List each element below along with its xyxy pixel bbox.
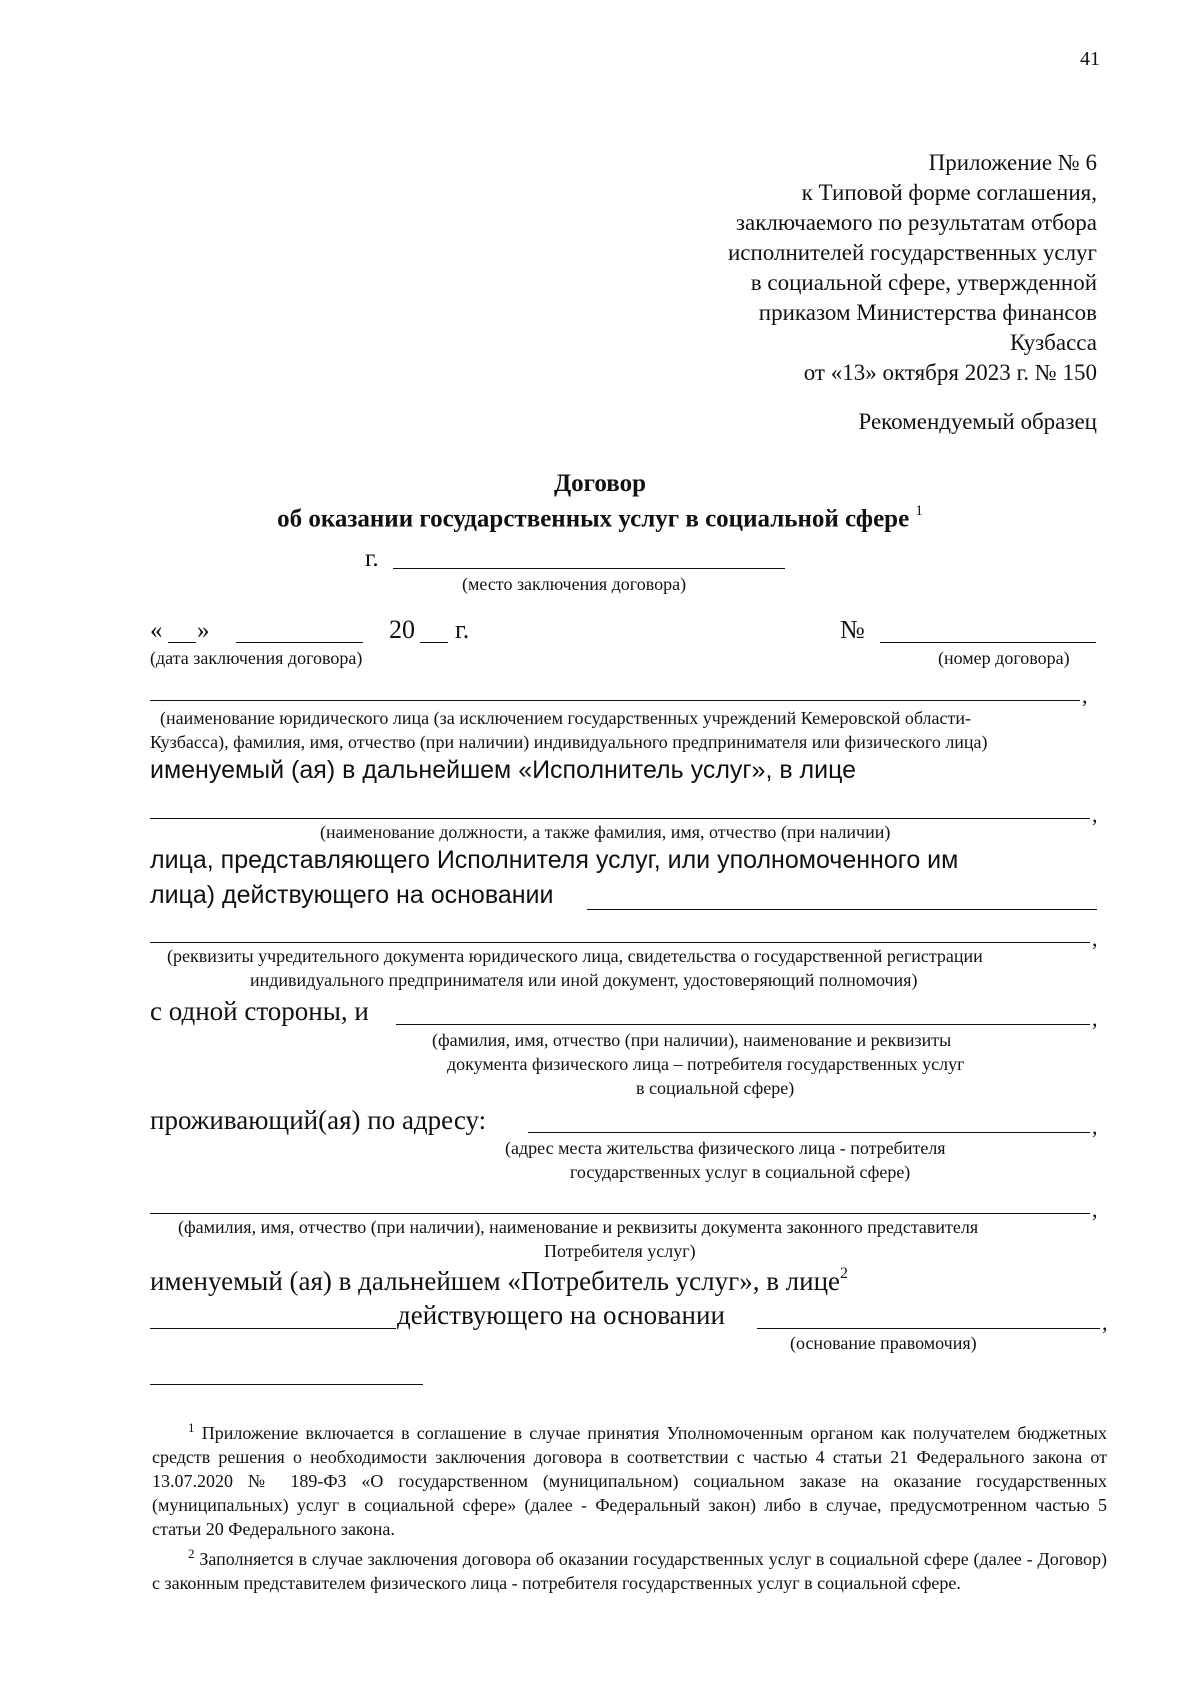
day-field[interactable] (168, 618, 196, 643)
performer-caption: (наименование юридического лица (за исключением государственных учреждений Кемеровской области- (160, 708, 971, 728)
performer-named-text: именуемый (ая) в дальнейшем «Исполнитель услуг», в лице (150, 756, 857, 784)
comma: , (1092, 1114, 1098, 1139)
comma: , (1102, 1310, 1108, 1335)
footnote-text: Заполняется в случае заключения договора об оказании государственных услуг в социальной сфере (далее - Договор) с законным представителем физического лица - потребителя государственных услуг в социальной сфере. (152, 1549, 1107, 1593)
document-title: Договор (553, 470, 647, 497)
footnote-ref-1: 1 (915, 503, 923, 519)
date-caption: (дата заключения договора) (150, 648, 363, 668)
appendix-line: Кузбасса (1009, 330, 1097, 355)
place-caption: (место заключения договора) (462, 574, 687, 594)
legal-rep-caption: (фамилия, имя, отчество (при наличии), наименование и реквизиты документа законного представителя (178, 1217, 979, 1237)
legal-representative-field[interactable] (150, 1195, 1090, 1214)
document-subtitle (0, 505, 1200, 533)
requisites-caption: (реквизиты учредительного документа юридического лица, свидетельства о государственной регистрации (167, 946, 983, 966)
comma: , (1092, 926, 1098, 951)
footnote-number: 2 (188, 1546, 195, 1561)
year-suffix: г. (455, 615, 470, 644)
legal-rep-caption: Потребителя услуг) (544, 1241, 696, 1261)
representative-name-field[interactable] (150, 1304, 396, 1329)
date-quote-close: » (197, 617, 210, 644)
place-prefix: г. (365, 545, 379, 572)
basis-text: лица) действующего на основании (150, 881, 554, 909)
appendix-line: к Типовой форме соглашения, (801, 180, 1097, 205)
footnote-ref-2: 2 (840, 1265, 849, 1282)
appendix-line: исполнителей государственных услуг (727, 240, 1097, 265)
comma: , (1092, 802, 1098, 827)
consumer-caption: документа физического лица – потребителя государственных услуг (447, 1054, 965, 1074)
basis-field[interactable] (587, 887, 1097, 910)
month-field[interactable] (236, 618, 363, 643)
footnote-2 (152, 1542, 1107, 1595)
recommended-sample: Рекомендуемый образец (858, 409, 1097, 434)
place-field[interactable] (393, 545, 785, 569)
address-caption: государственных услуг в социальной сфере) (570, 1162, 911, 1182)
one-side-text: с одной стороны, и (150, 996, 369, 1026)
performer-caption: Кузбасса), фамилия, имя, отчество (при наличии) индивидуального предпринимателя или физического лица) (150, 732, 988, 752)
authority-caption: (основание правомочия) (790, 1333, 977, 1353)
requisites-field[interactable] (150, 924, 1090, 943)
position-field[interactable] (150, 800, 1090, 819)
page-number: 41 (1080, 48, 1100, 70)
appendix-line: в социальной сфере, утвержденной (750, 270, 1097, 295)
consumer-name-field[interactable] (396, 1000, 1090, 1025)
year-prefix: 20 (389, 615, 415, 644)
appendix-line: заключаемого по результатам отбора (735, 210, 1097, 235)
number-sign: № (840, 615, 865, 644)
subtitle-text: об оказании государственных услуг в социальной сфере (277, 505, 910, 533)
acting-basis-text: действующего на основании (397, 1300, 725, 1330)
comma: , (1092, 1006, 1098, 1031)
date-quote-open: « (150, 617, 163, 644)
consumer-caption: в социальной сфере) (636, 1078, 795, 1098)
residing-text: проживающий(ая) по адресу: (150, 1105, 487, 1135)
appendix-header (728, 148, 1097, 388)
consumer-named-label: именуемый (ая) в дальнейшем «Потребитель услуг», в лице (150, 1266, 841, 1296)
footnote-text: Приложение включается в соглашение в случае принятия Уполномоченным органом как получателем бюджетных средств решения о необходимости заключения договора в соответствии с частью 4 статьи 21 Федерального закона от 13.07.2020 № 189-ФЗ «О государственном (муниципальном) социальном заказе на оказание государственных (муниципальных) услуг в социальной сфере» (далее - Федеральный закон) либо в случае, предусмотренном частью 5 статьи 20 Федерального закона. (152, 1423, 1107, 1539)
requisites-caption: индивидуального предпринимателя или иной документ, удостоверяющий полномочия) (250, 970, 918, 990)
representative-text: лица, представляющего Исполнителя услуг, или уполномоченного им (150, 846, 959, 874)
appendix-line: Приложение № 6 (928, 150, 1097, 175)
consumer-caption: (фамилия, имя, отчество (при наличии), наименование и реквизиты (432, 1030, 952, 1050)
address-field[interactable] (528, 1108, 1090, 1133)
appendix-line: от «13» октября 2023 г. № 150 (803, 360, 1097, 385)
position-caption: (наименование должности, а также фамилия, имя, отчество (при наличии) (320, 822, 891, 842)
authority-field[interactable] (757, 1304, 1100, 1329)
footnote-1 (152, 1416, 1107, 1541)
comma: , (1082, 683, 1088, 708)
number-caption: (номер договора) (938, 648, 1070, 668)
address-caption: (адрес места жительства физического лица - потребителя (505, 1138, 946, 1158)
appendix-line: приказом Министерства финансов (758, 300, 1097, 325)
consumer-named-text (150, 1266, 848, 1297)
comma: , (1092, 1197, 1098, 1222)
contract-number-field[interactable] (880, 618, 1096, 643)
performer-name-field[interactable] (150, 680, 1080, 701)
footnote-number: 1 (188, 1420, 195, 1435)
footnote-separator (150, 1384, 423, 1385)
year-field[interactable] (420, 618, 448, 643)
